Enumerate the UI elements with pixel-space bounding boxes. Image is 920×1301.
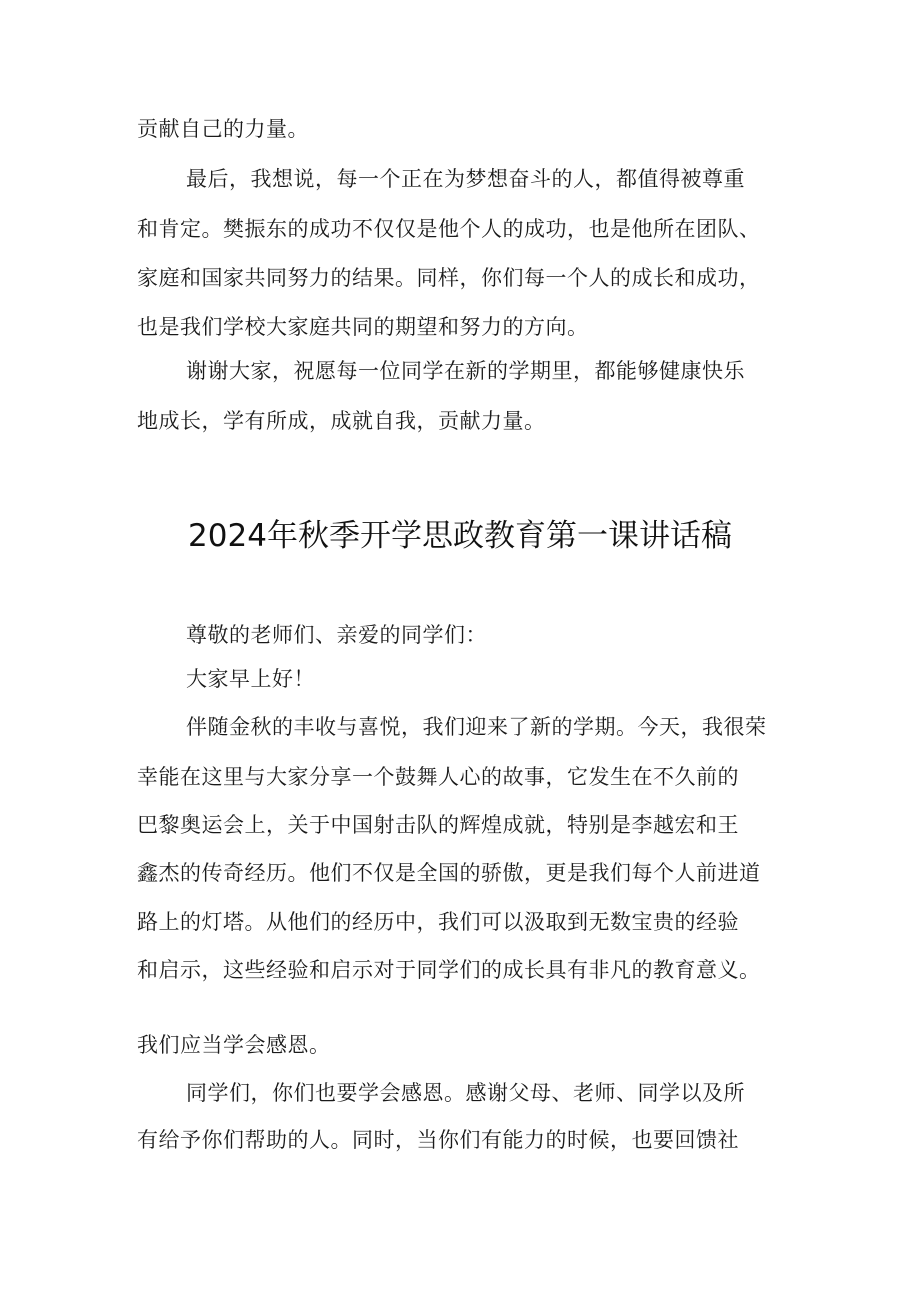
paragraph-line: 和启示，这些经验和启示对于同学们的成长具有非凡的教育意义。 bbox=[137, 958, 761, 982]
paragraph-line: 路上的灯塔。从他们的经历中，我们可以汲取到无数宝贵的经验 bbox=[137, 910, 739, 934]
section-heading-line: 我们应当学会感恩。 bbox=[137, 1033, 331, 1057]
paragraph-line: 最后，我想说，每一个正在为梦想奋斗的人，都值得被尊重 bbox=[186, 167, 745, 191]
paragraph-line: 有给予你们帮助的人。同时，当你们有能力的时候，也要回馈社 bbox=[137, 1128, 739, 1152]
paragraph-line: 和肯定。樊振东的成功不仅仅是他个人的成功，也是他所在团队、 bbox=[137, 217, 761, 241]
paragraph-line: 同学们，你们也要学会感恩。感谢父母、老师、同学以及所 bbox=[186, 1081, 745, 1105]
paragraph-line: 鑫杰的传奇经历。他们不仅是全国的骄傲，更是我们每个人前进道 bbox=[137, 861, 761, 885]
paragraph-line: 地成长，学有所成，成就自我，贡献力量。 bbox=[137, 409, 546, 433]
greeting-line: 大家早上好！ bbox=[186, 667, 315, 691]
paragraph-line: 幸能在这里与大家分享一个鼓舞人心的故事，它发生在不久前的 bbox=[137, 765, 739, 789]
paragraph-line: 巴黎奥运会上，关于中国射击队的辉煌成就，特别是李越宏和王 bbox=[137, 813, 739, 837]
paragraph-line: 家庭和国家共同努力的结果。同样，你们每一个人的成长和成功， bbox=[137, 266, 761, 290]
paragraph-line: 贡献自己的力量。 bbox=[137, 117, 309, 141]
paragraph-line: 伴随金秋的丰收与喜悦，我们迎来了新的学期。今天，我很荣 bbox=[186, 715, 767, 739]
paragraph-line: 谢谢大家，祝愿每一位同学在新的学期里，都能够健康快乐 bbox=[186, 359, 745, 383]
paragraph-line: 也是我们学校大家庭共同的期望和努力的方向。 bbox=[137, 315, 589, 339]
salutation-line: 尊敬的老师们、亲爱的同学们： bbox=[186, 623, 487, 647]
page-title: 2024年秋季开学思政教育第一课讲话稿 bbox=[188, 518, 732, 554]
